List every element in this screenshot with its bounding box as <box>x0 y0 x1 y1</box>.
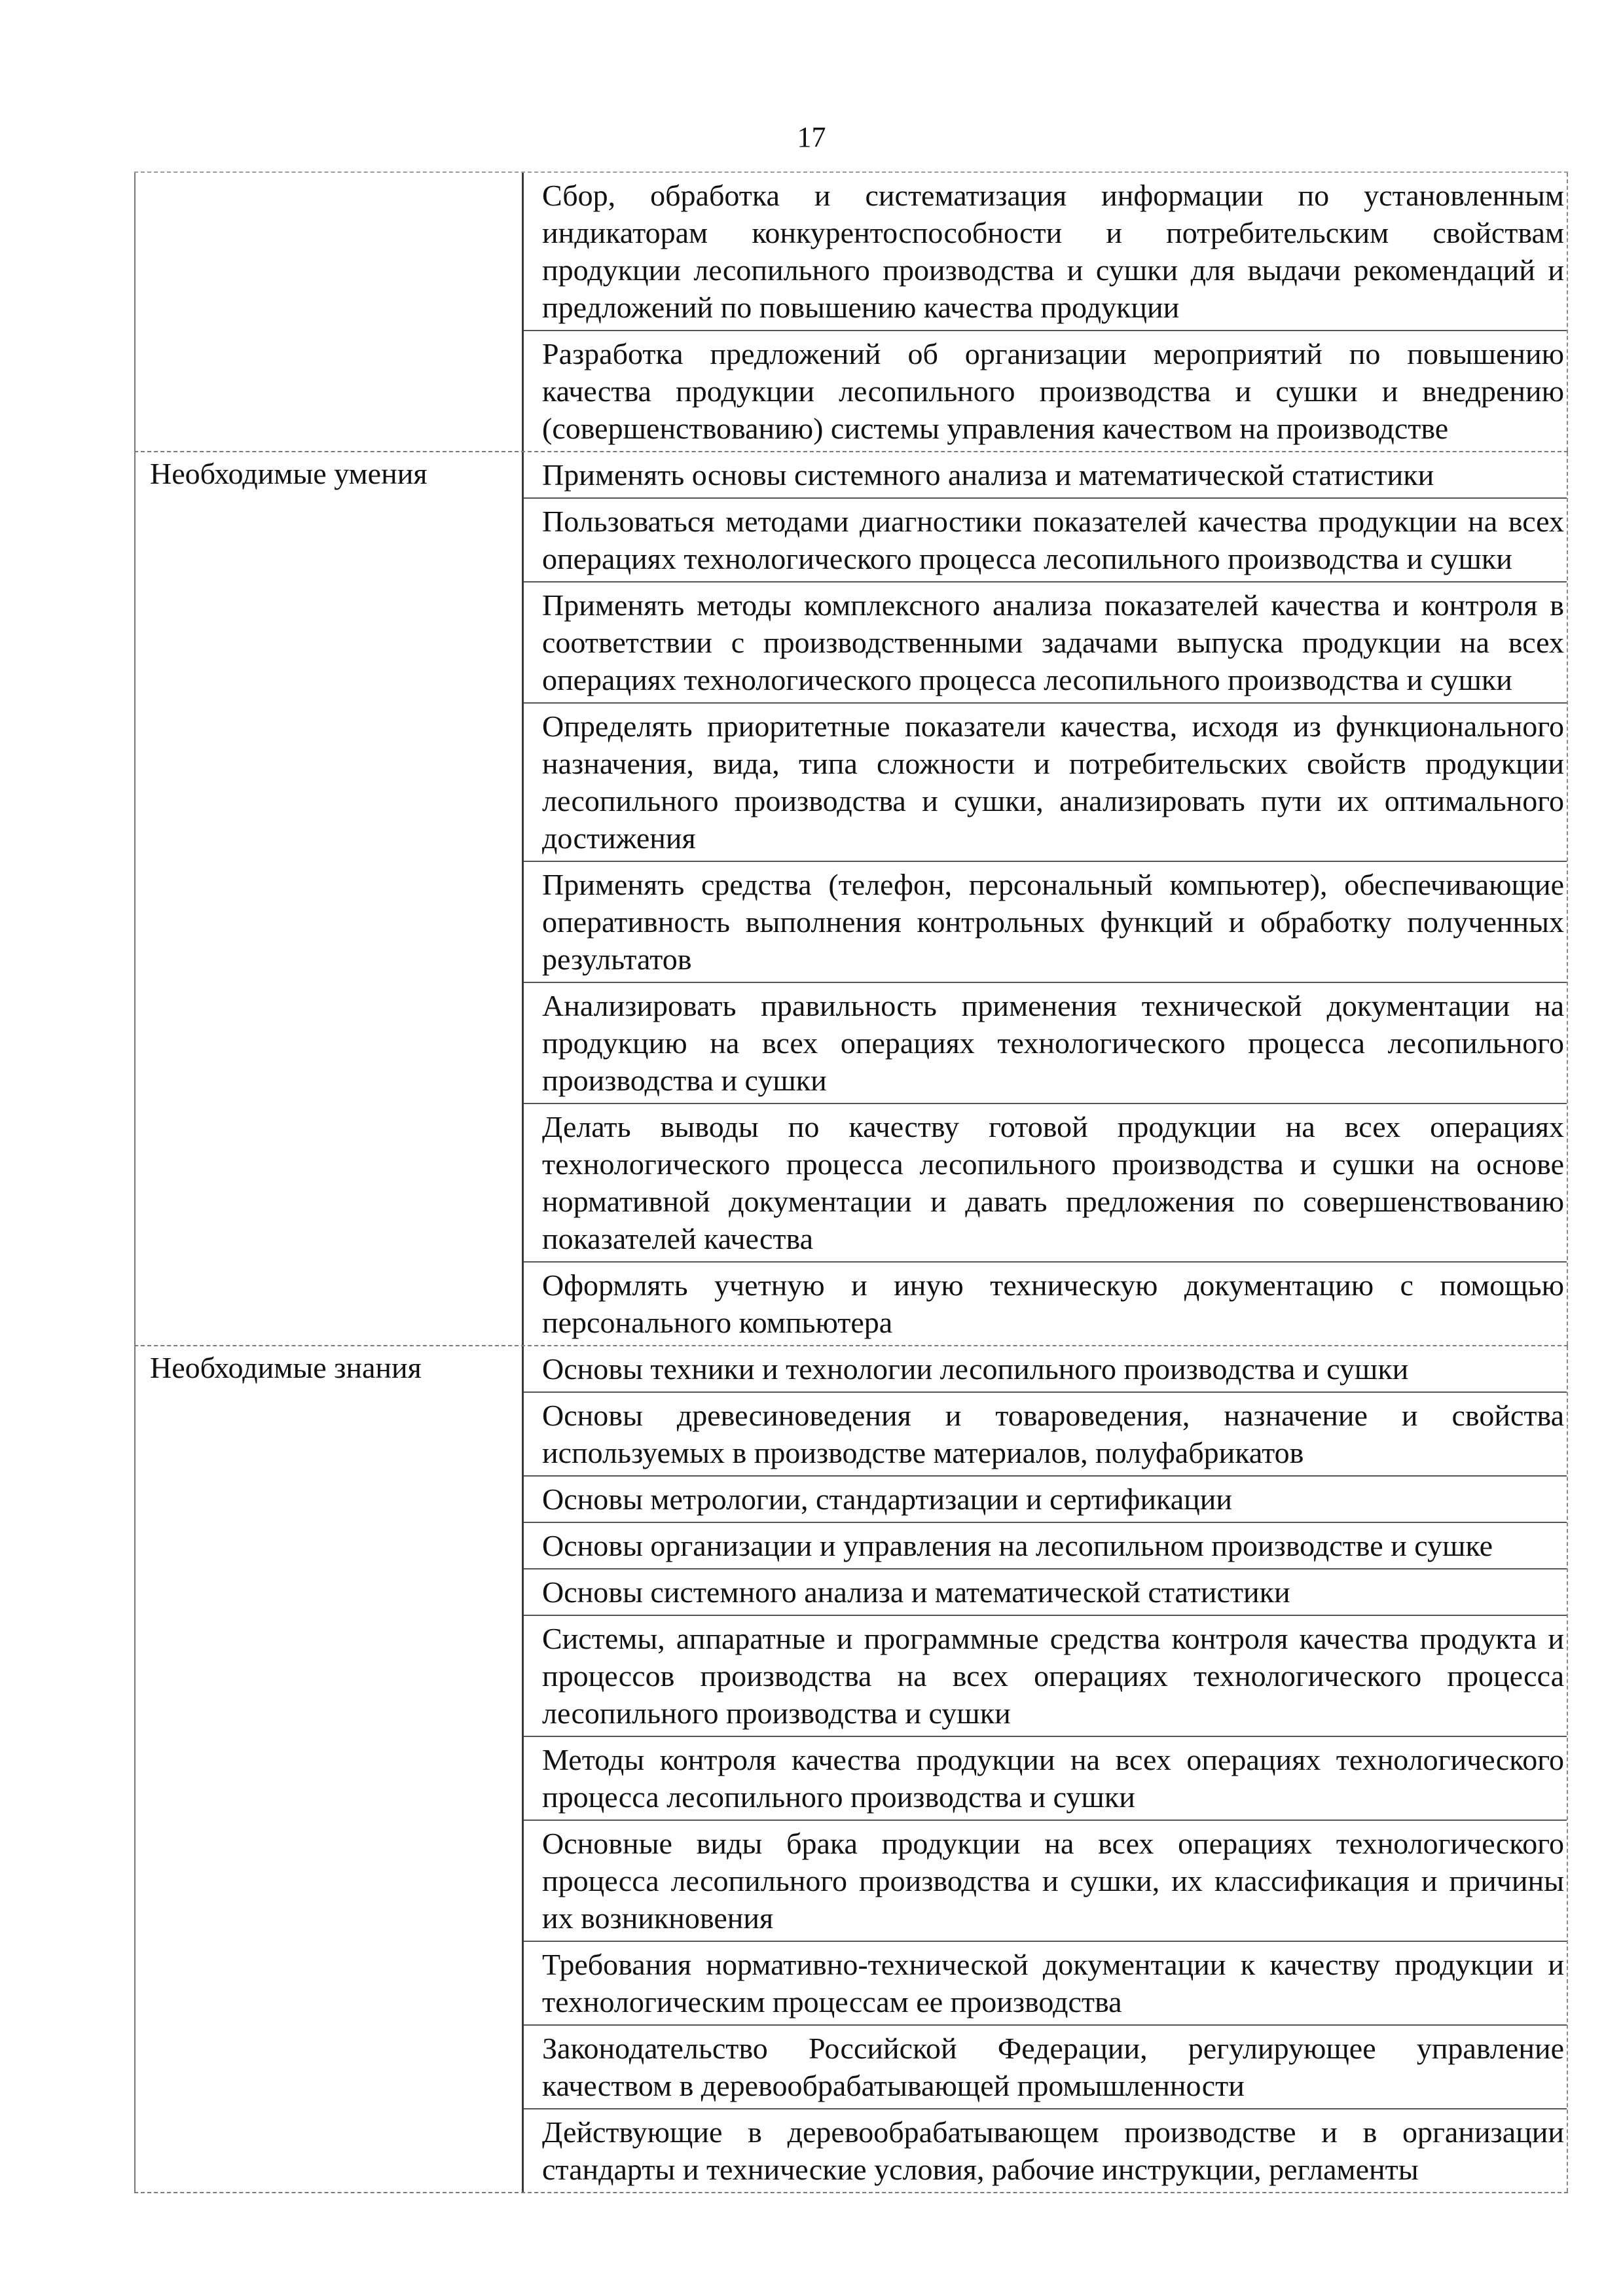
table-row: Основы древесиноведения и товароведения, назначение и свойства используемых в производстве материалов, полуфабрикатов <box>524 1393 1567 1477</box>
section-items <box>524 173 1568 451</box>
table-row: Оформлять учетную и иную техническую документацию с помощью персонального компьютера <box>542 1268 1564 1339</box>
table-row: Законодательство Российской Федерации, регулирующее управление качеством в деревообрабатывающей промышленности <box>524 2026 1567 2109</box>
table-row: Методы контроля качества продукции на всех операциях технологического процесса лесопильного производства и сушки <box>524 1737 1567 1821</box>
section-items <box>524 1346 1568 2192</box>
table-row: Применять методы комплексного анализа показателей качества и контроля в соответствии с производственными задачами выпуска продукции на всех операциях технологического процесса лесопильного производства и сушки <box>524 583 1567 704</box>
section-label-knowledge: Необходимые знания <box>134 1346 524 2192</box>
page-number: 17 <box>797 121 826 153</box>
table-section-knowledge <box>134 1346 1568 2193</box>
requirements-table <box>134 171 1568 2193</box>
table-row: Сбор, обработка и систематизация информации по установленным индикаторам конкурентоспособности и потребительским свойствам продукции лесопильного производства и сушки для выдачи рекомендаций и предложений по повышению качества продукции <box>524 173 1567 331</box>
table-row: Основы организации и управления на лесопильном производстве и сушке <box>524 1523 1567 1570</box>
table-row: Основные виды брака продукции на всех операциях технологического процесса лесопильного производства и сушки, их классификация и причины их возникновения <box>524 1821 1567 1942</box>
section-label-skills: Необходимые умения <box>134 452 524 1345</box>
table-row: Системы, аппаратные и программные средства контроля качества продукта и процессов производства на всех операциях технологического процесса лесопильного производства и сушки <box>524 1616 1567 1737</box>
table-row: Делать выводы по качеству готовой продукции на всех операциях технологического процесса лесопильного производства и сушки на основе нормативной документации и давать предложения по совершенствованию показателей качества <box>524 1104 1567 1263</box>
table-row: Требования нормативно-технической документации к качеству продукции и технологическим процессам ее производства <box>524 1942 1567 2026</box>
table-row: Применять средства (телефон, персональный компьютер), обеспечивающие оперативность выполнения контрольных функций и обработку полученных результатов <box>524 862 1567 983</box>
table-row: Анализировать правильность применения технической документации на продукцию на всех операциях технологического процесса лесопильного производства и сушки <box>524 983 1567 1104</box>
table-row: Пользоваться методами диагностики показателей качества продукции на всех операциях технологического процесса лесопильного производства и сушки <box>524 499 1567 583</box>
table-row: Разработка предложений об организации мероприятий по повышению качества продукции лесопильного производства и сушки и внедрению (совершенствованию) системы управления качеством на производстве <box>542 337 1564 445</box>
table-row: Действующие в деревообрабатывающем производстве и в организации стандарты и технические условия, рабочие инструкции, регламенты <box>542 2115 1564 2186</box>
section-items <box>524 452 1568 1345</box>
table-row: Основы системного анализа и математической статистики <box>524 1570 1567 1616</box>
table-row: Основы техники и технологии лесопильного производства и сушки <box>524 1346 1567 1393</box>
section-label <box>134 173 524 451</box>
table-section-labor-actions <box>134 171 1568 452</box>
table-row: Применять основы системного анализа и математической статистики <box>524 452 1567 499</box>
table-section-skills <box>134 452 1568 1346</box>
table-row: Определять приоритетные показатели качества, исходя из функционального назначения, вида, типа сложности и потребительских свойств продукции лесопильного производства и сушки, анализировать пути их оптимального достижения <box>524 704 1567 862</box>
table-row: Основы метрологии, стандартизации и сертификации <box>524 1477 1567 1523</box>
